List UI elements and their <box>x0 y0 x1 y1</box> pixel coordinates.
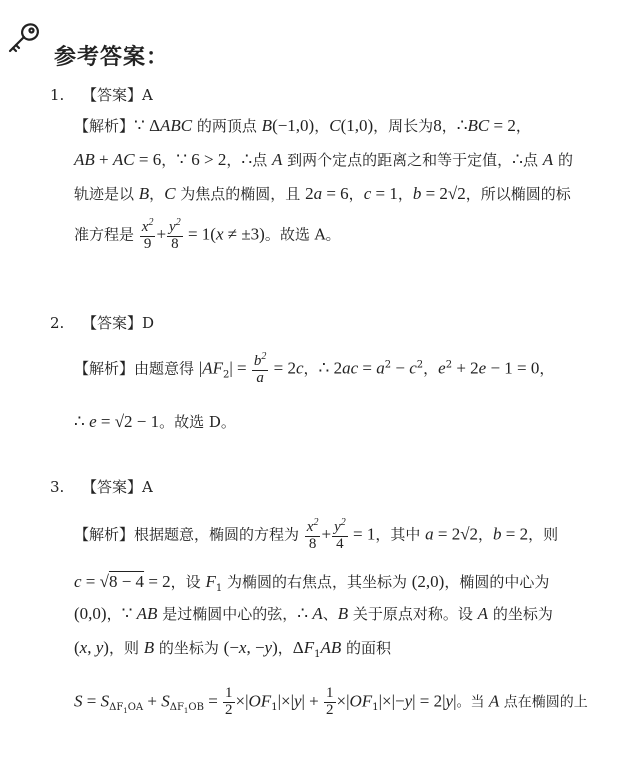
analysis-label: 【解析】 <box>74 117 135 135</box>
analysis-label: 【解析】 <box>74 359 135 378</box>
answer-label: 【答案】D <box>82 314 155 332</box>
analysis-line: AB + AC = 6，∵ 6 > 2，∴点 A 到两个定点的距离之和等于定值，∴点 A 的 <box>74 150 573 169</box>
analysis-line: (0,0)，∵ AB 是过椭圆中心的弦，∴ A、B 关于原点对称。设 A 的坐标为 <box>74 604 553 623</box>
analysis-line: $S = S_{\Delta F_1OA} + S_{\Delta F_1OB}$ = $\frac{1}{2}$ $\times|OF_1|\times|y|$ + $\frac{1}{2}$ $\times|OF_1|\times|-y| = 2|y|$。当 A 点在椭圆的上 <box>74 685 588 718</box>
analysis-line: c = √8 − 4 = 2，设 $F_1$ 为椭圆的右焦点，其坐标为 (2,0)，椭圆的中心为 <box>74 572 550 594</box>
analysis-line: 【解析】根据题意，椭圆的方程为 $\frac{x^2}{8}$ + $\frac{y^2}{4}$ = 1，其中 a = 2√2，b = 2，则 <box>74 517 559 552</box>
item-number: 2. <box>50 314 65 332</box>
answer-label: 【答案】A <box>82 86 153 104</box>
analysis-line: ∴ e = √2 − 1。故选 D。 <box>74 412 236 431</box>
analysis-line: 准方程是 $\frac{x^2}{9}$ + $\frac{y^2}{8}$ = 1(x ≠ ±3)。故选 A。 <box>74 217 341 252</box>
page-title: 参考答案： <box>54 45 170 70</box>
answer-label: 【答案】A <box>82 478 153 496</box>
analysis-line: 【解析】∵ ΔABC 的两顶点 B(−1,0)，C(1,0)，周长为8，∴BC = 2， <box>74 116 531 135</box>
analysis-line: 【解析】由题意得 $|AF_2|$ = $\frac{b^2}{a}$ = 2c，∴ $2ac = a^2 - c^2$，$e^2 + 2e - 1 = 0$， <box>74 351 555 386</box>
analysis-line: 轨迹是以 B，C 为焦点的椭圆，且 2a = 6，c = 1，b = 2√2，所以椭圆的标 <box>74 184 571 203</box>
key-icon <box>4 18 44 58</box>
analysis-label: 【解析】 <box>74 525 135 544</box>
item-number: 3. <box>50 478 65 496</box>
analysis-line: (x, y)，则 B 的坐标为 (−x, −y)，$\Delta F_1AB$ 的面积 <box>74 638 392 660</box>
item-number: 1. <box>50 86 65 104</box>
